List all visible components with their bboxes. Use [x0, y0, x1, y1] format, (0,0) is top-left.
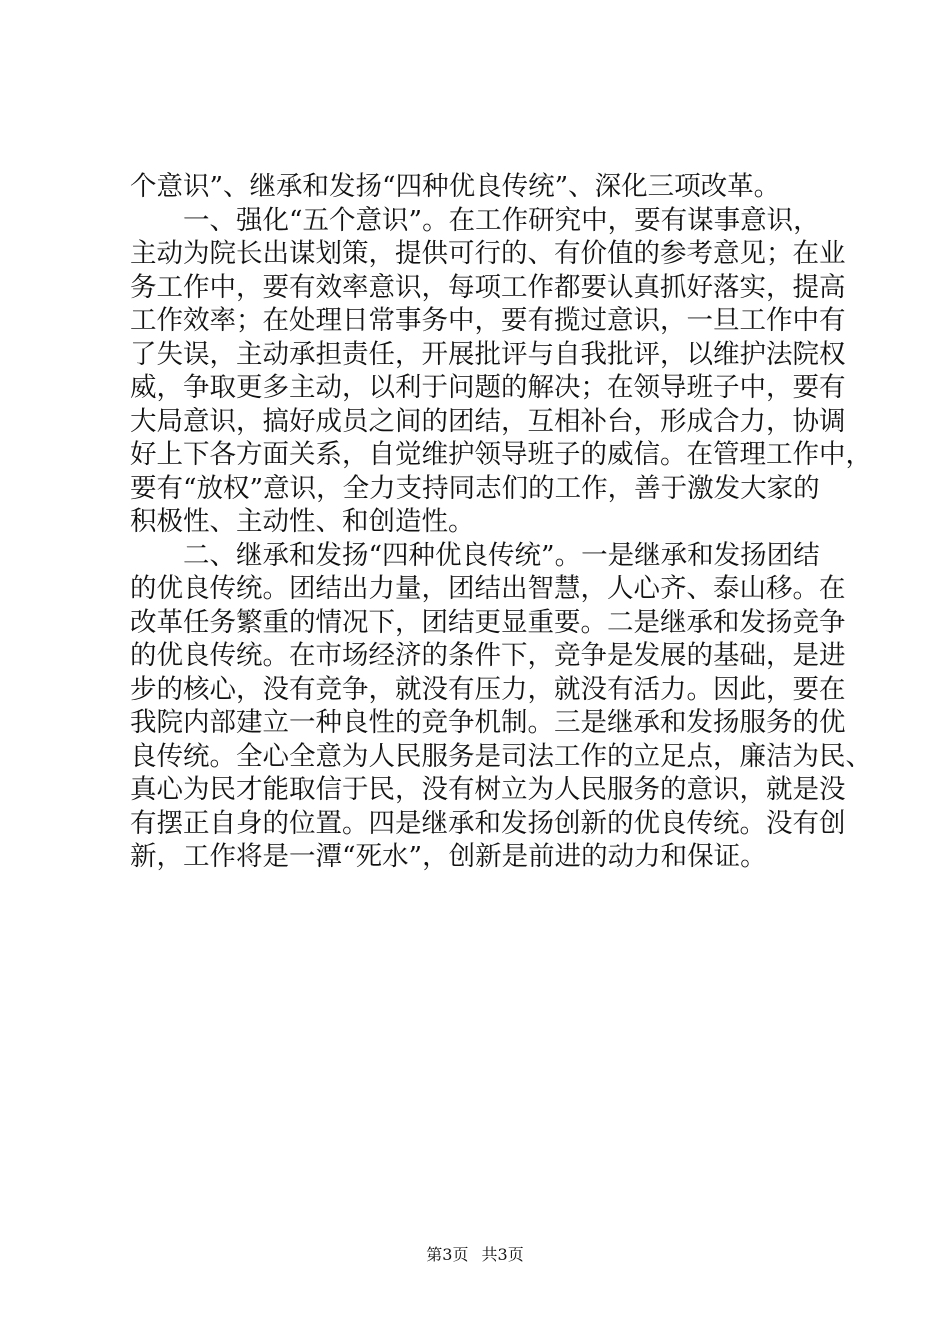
- text-line: 要有“放权”意识，全力支持同志们的工作，善于激发大家的: [130, 472, 820, 504]
- text-line: 工作效率；在处理日常事务中，要有揽过意识，一旦工作中有: [130, 305, 846, 336]
- text-line: 步的核心，没有竞争，就没有压力，就没有活力。因此，要在: [130, 673, 846, 705]
- text-line: 的优良传统。在市场经济的条件下，竞争是发展的基础，是进: [130, 640, 846, 671]
- text-line: 积极性、主动性、和创造性。: [130, 506, 475, 537]
- text-line: 真心为民才能取信于民，没有树立为人民服务的意识，就是没: [130, 774, 846, 805]
- document-body: [130, 170, 872, 874]
- page-footer: [0, 1244, 950, 1266]
- paragraph-2-start: 二、继承和发扬“四种优良传统”。一是继承和发扬团结: [183, 539, 820, 571]
- text-line: 个意识”、继承和发扬“四种优良传统”、深化三项改革。: [130, 171, 781, 202]
- text-line: 我院内部建立一种良性的竞争机制。三是继承和发扬服务的优: [130, 707, 846, 738]
- text-line: 的优良传统。团结出力量，团结出智慧，人心齐、泰山移。在: [130, 573, 846, 604]
- text-line: 新，工作将是一潭“死水”，创新是前进的动力和保证。: [130, 841, 767, 872]
- page-number-current: 第3页: [426, 1245, 469, 1264]
- text-line: 改革任务繁重的情况下，团结更显重要。二是继承和发扬竞争: [130, 606, 846, 638]
- text-line: 大局意识，搞好成员之间的团结，互相补台，形成合力，协调: [130, 405, 846, 437]
- text-line: 有摆正自身的位置。四是继承和发扬创新的优良传统。没有创: [130, 807, 846, 839]
- text-line: 威，争取更多主动，以利于问题的解决；在领导班子中，要有: [130, 372, 846, 403]
- paragraph-1-start: 一、强化“五个意识”。在工作研究中，要有谋事意识，: [183, 204, 820, 236]
- text-line: 好上下各方面关系，自觉维护领导班子的威信。在管理工作中，: [130, 439, 872, 470]
- text-line: 了失误，主动承担责任，开展批评与自我批评，以维护法院权: [130, 338, 846, 370]
- text-line: 务工作中，要有效率意识，每项工作都要认真抓好落实，提高: [130, 271, 846, 303]
- text-line: 主动为院长出谋划策，提供可行的、有价值的参考意见；在业: [130, 238, 846, 269]
- page-number-total: 共3页: [481, 1245, 524, 1264]
- text-line: 良传统。全心全意为人民服务是司法工作的立足点，廉洁为民、: [130, 740, 872, 772]
